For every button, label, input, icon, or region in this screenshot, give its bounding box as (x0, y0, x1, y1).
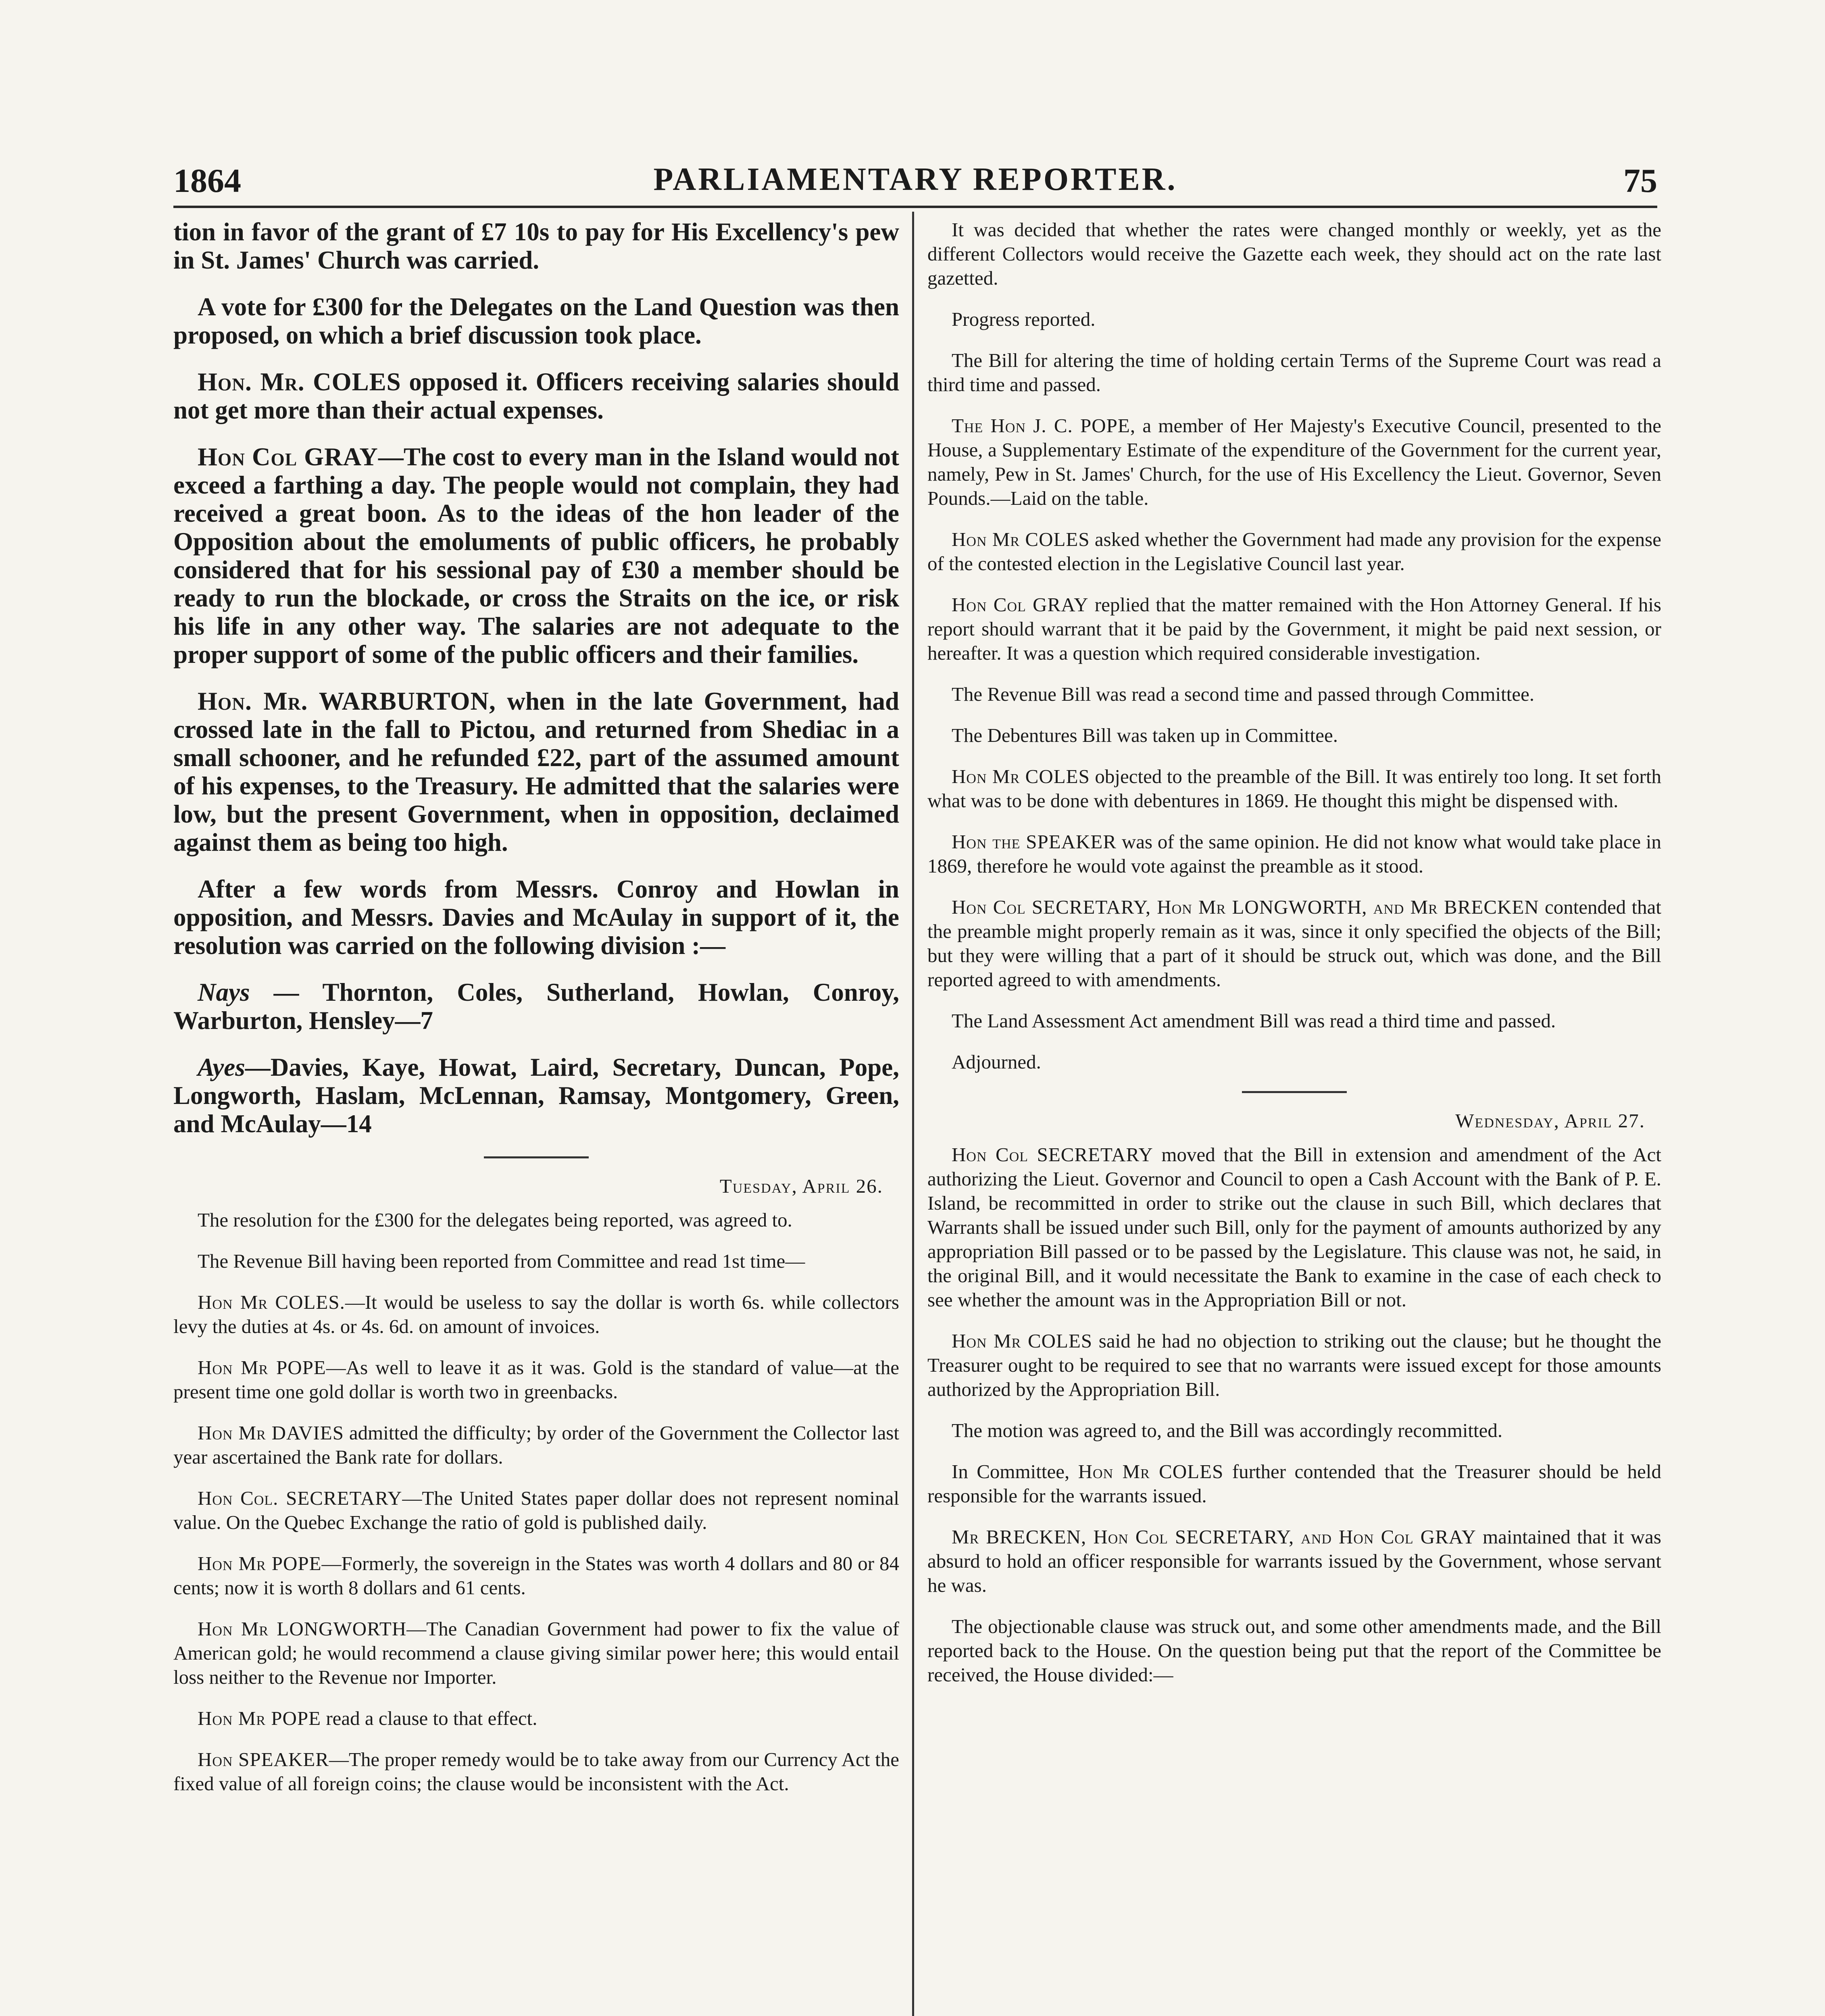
paragraph-text: was of the same opinion. He did not know what would take place in 1869, therefore he would vote against the preamble as it stood. (927, 831, 1662, 877)
vote-label: Ayes (198, 1053, 245, 1081)
paragraph-text: asked whether the Government had made any provision for the expense of the contested election in the Legislative Council last year. (927, 528, 1661, 575)
paragraph-text: read a clause to that effect. (321, 1707, 538, 1729)
speaker-name: Hon Col GRAY (198, 443, 378, 471)
speaker-name: Mr BRECKEN, Hon Col SECRETARY, and Hon Col GRAY (952, 1526, 1477, 1548)
ayes-paragraph (173, 1053, 899, 1138)
paragraph (173, 443, 899, 669)
speaker-name: Hon Col SECRETARY (952, 1143, 1153, 1166)
speaker-name: Hon Col. SECRETARY (198, 1487, 402, 1509)
paragraph-text: Adjourned. (952, 1051, 1041, 1073)
speaker-name: Hon Mr COLES (952, 528, 1090, 550)
paragraph (927, 1614, 1661, 1687)
paragraph-text: maintained that it was absurd to hold an officer responsible for warrants issued by the Government, whose servant he was. (927, 1526, 1661, 1596)
paragraph (173, 1486, 899, 1535)
paragraph (173, 1249, 899, 1273)
paragraph (927, 527, 1661, 576)
paragraph (927, 307, 1661, 331)
paragraph (927, 1143, 1661, 1312)
paragraph (927, 895, 1661, 992)
paragraph (173, 1706, 899, 1731)
speaker-name: Hon Col GRAY (952, 594, 1089, 616)
paragraph-text: The Land Assessment Act amendment Bill was read a third time and passed. (952, 1010, 1556, 1032)
paragraph (927, 1525, 1661, 1597)
paragraph-text: moved that the Bill in extension and amendment of the Act authorizing the Lieut. Governor and Council to open a Cash Account with the Bank of P. E. Island, be recommitted in order to strike out the clause in such Bill, which declares that Warrants shall be issued under such Bill, only for the payment of amounts authorized by any appropriation Bill passed or to be passed by the Legislature. This clause was not, he said, in the original Bill, and it would necessitate the Bank to examine in the case of each check to see whether the amount was in the Appropriation Bill or not. (927, 1143, 1661, 1311)
nays-paragraph (173, 978, 899, 1035)
paragraph (173, 293, 899, 349)
speaker-name: Hon. Mr. WARBURTON, (198, 687, 496, 715)
paragraph-text: —The United States paper dollar does not represent nominal value. On the Quebec Exchange the ratio of gold is published daily. (173, 1487, 899, 1533)
right-column (927, 218, 1661, 1704)
section-separator (484, 1156, 589, 1158)
speaker-name: The Hon J. C. POPE, (952, 414, 1136, 437)
paragraph (173, 875, 899, 960)
paragraph (173, 1552, 899, 1600)
speaker-name: Hon Mr COLES (1078, 1460, 1224, 1483)
paragraph (927, 348, 1661, 397)
page-header (173, 161, 1657, 208)
paragraph (927, 1418, 1661, 1443)
paragraph-text: The Debentures Bill was taken up in Committee. (952, 724, 1338, 746)
paragraph (927, 414, 1661, 510)
section-date: Wednesday, April 27. (1455, 1110, 1645, 1132)
section-date: Tuesday, April 26. (719, 1175, 883, 1197)
paragraph-text: a member of Her Majesty's Executive Council, presented to the House, a Supplementary Estimate of the expenditure of the Government for the current year, namely, Pew in St. James' Church, for the use of His Excellency the Lieut. Governor, Seven Pounds.—Laid on the table. (927, 414, 1661, 509)
paragraph-text: further contended that the Treasurer should be held responsible for the warrants issued. (927, 1460, 1661, 1507)
paragraph (927, 682, 1661, 706)
paragraph (927, 218, 1661, 290)
paragraph (173, 1617, 899, 1689)
paragraph-text: —The Canadian Government had power to fix the value of American gold; he would recommend a clause giving similar power here; this would entail loss neither to the Revenue nor Importer. (173, 1618, 899, 1688)
paragraph (173, 1208, 899, 1232)
speaker-name: Hon Mr COLES (952, 765, 1090, 787)
paragraph-text: tion in favor of the grant of £7 10s to pay for His Excellency's pew in St. James' Church was carried. (173, 218, 899, 274)
paragraph (173, 1747, 899, 1796)
paragraph (927, 830, 1661, 878)
paragraph (927, 764, 1661, 813)
paragraph-text: opposed it. Officers receiving salaries should not get more than their actual expenses. (173, 368, 899, 424)
paragraph (927, 1009, 1661, 1033)
paragraph-text: —The proper remedy would be to take away from our Currency Act the fixed value of all foreign coins; the clause would be inconsistent with the Act. (173, 1748, 899, 1795)
vote-label: Nays (198, 978, 250, 1006)
speaker-name: Hon Mr POPE (198, 1707, 321, 1729)
paragraph-text: The motion was agreed to, and the Bill was accordingly recommitted. (952, 1419, 1503, 1441)
paragraph-text: contended that the preamble might properly remain as it was, since it only specified the objects of the Bill; but they were willing that a part of it should be struck out, which was done, and the Bill reported agreed to with amendments. (927, 896, 1661, 991)
paragraph (927, 1460, 1661, 1508)
paragraph-text: The resolution for the £300 for the delegates being reported, was agreed to. (198, 1209, 792, 1231)
paragraph-text: The Revenue Bill having been reported from Committee and read 1st time— (198, 1250, 805, 1272)
paragraph-text: —As well to leave it as it was. Gold is the standard of value—at the present time one gold dollar is worth two in greenbacks. (173, 1356, 899, 1403)
paragraph (173, 368, 899, 424)
speaker-name: Hon the SPEAKER (952, 831, 1117, 853)
section-separator (1242, 1091, 1347, 1093)
left-large-type-section (173, 218, 899, 1138)
speaker-name: Hon Mr POPE (198, 1552, 322, 1574)
paragraph (173, 1356, 899, 1404)
paragraph-text: A vote for £300 for the Delegates on the Land Question was then proposed, on which a brief discussion took place. (173, 293, 899, 349)
paragraph-text: objected to the preamble of the Bill. It was entirely too long. It set forth what was to be done with debentures in 1869. He thought this might be dispensed with. (927, 765, 1661, 812)
paragraph (927, 593, 1661, 665)
left-column (173, 218, 899, 1813)
paragraph (927, 1329, 1661, 1402)
left-small-type-section (173, 1208, 899, 1796)
speaker-name: Hon Mr LONGWORTH (198, 1618, 407, 1640)
paragraph (173, 1421, 899, 1469)
paragraph-text: —It would be useless to say the dollar is worth 6s. while collectors levy the duties at 4s. or 4s. 6d. on amount of invoices. (173, 1291, 899, 1337)
paragraph (173, 218, 899, 274)
paragraph-text: In Committee, (952, 1460, 1078, 1483)
paragraph-text: admitted the difficulty; by order of the Government the Collector last year ascertained the Bank rate for dollars. (173, 1422, 899, 1468)
paragraph-text: — Thornton, Coles, Sutherland, Howlan, Conroy, Warburton, Hensley—7 (173, 978, 899, 1035)
paragraph-text: After a few words from Messrs. Conroy and Howlan in opposition, and Messrs. Davies and McAulay in support of it, the resolution was carried on the following division :— (173, 875, 899, 960)
paragraph-text: —The cost to every man in the Island would not exceed a farthing a day. The people would not complain, they had received a great boon. As to the ideas of the hon leader of the Opposition about the emoluments of public officers, he probably considered that for his sessional pay of £30 a member should be ready to run the blockade, or cross the Straits on the ice, or risk his life in any other way. The salaries are not adequate to the proper support of some of the public officers and their families. (173, 443, 899, 669)
header-year: 1864 (173, 162, 241, 200)
speaker-name: Hon Col SECRETARY, Hon Mr LONGWORTH, and Mr BRECKEN (952, 896, 1539, 918)
paragraph-text: The objectionable clause was struck out, and some other amendments made, and the Bill reported back to the House. On the question being put that the report of the Committee be received, the House divided:— (927, 1615, 1661, 1686)
column-divider (912, 212, 914, 2016)
paragraph-text: replied that the matter remained with the Hon Attorney General. If his report should warrant that it be paid by the Government, it might be paid next session, or hereafter. It was a question which required considerable investigation. (927, 594, 1662, 664)
paragraph-text: The Revenue Bill was read a second time and passed through Committee. (952, 683, 1535, 705)
paragraph-text: —Davies, Kaye, Howat, Laird, Secretary, Duncan, Pope, Longworth, Haslam, McLennan, Ramsay, Montgomery, Green, and McAulay—14 (173, 1053, 899, 1138)
paragraph-text: said he had no objection to striking out the clause; but he thought the Treasurer ought to be required to see that no warrants were issued except for those amounts authorized by the Appropriation Bill. (927, 1330, 1661, 1400)
speaker-name: Hon. Mr. COLES (198, 368, 401, 396)
speaker-name: Hon Mr POPE (198, 1356, 326, 1379)
speaker-name: Hon Mr COLES. (198, 1291, 345, 1313)
header-page-number: 75 (1623, 162, 1657, 200)
header-title: PARLIAMENTARY REPORTER. (653, 162, 1177, 197)
speaker-name: Hon SPEAKER (198, 1748, 329, 1770)
speaker-name: Hon Mr DAVIES (198, 1422, 344, 1444)
paragraph (927, 723, 1661, 748)
speaker-name: Hon Mr COLES (952, 1330, 1093, 1352)
paragraph-text: Progress reported. (952, 308, 1096, 330)
paragraph-text: —Formerly, the sovereign in the States was worth 4 dollars and 80 or 84 cents; now it is worth 8 dollars and 61 cents. (173, 1552, 900, 1599)
paragraph (173, 1290, 899, 1339)
paragraph (173, 687, 899, 856)
paragraph-text: The Bill for altering the time of holding certain Terms of the Supreme Court was read a third time and passed. (927, 349, 1661, 396)
paragraph-text: It was decided that whether the rates were changed monthly or weekly, yet as the different Collectors would receive the Gazette each week, they should act on the rate last gazetted. (927, 219, 1661, 289)
paragraph-text: when in the late Government, had crossed late in the fall to Pictou, and returned from Shediac in a small schooner, and he refunded £22, part of the assumed amount of his expenses, to the Treasury. He admitted that the salaries were low, but the present Government, when in opposition, declaimed against them as being too high. (173, 687, 900, 856)
paragraph (927, 1050, 1661, 1074)
